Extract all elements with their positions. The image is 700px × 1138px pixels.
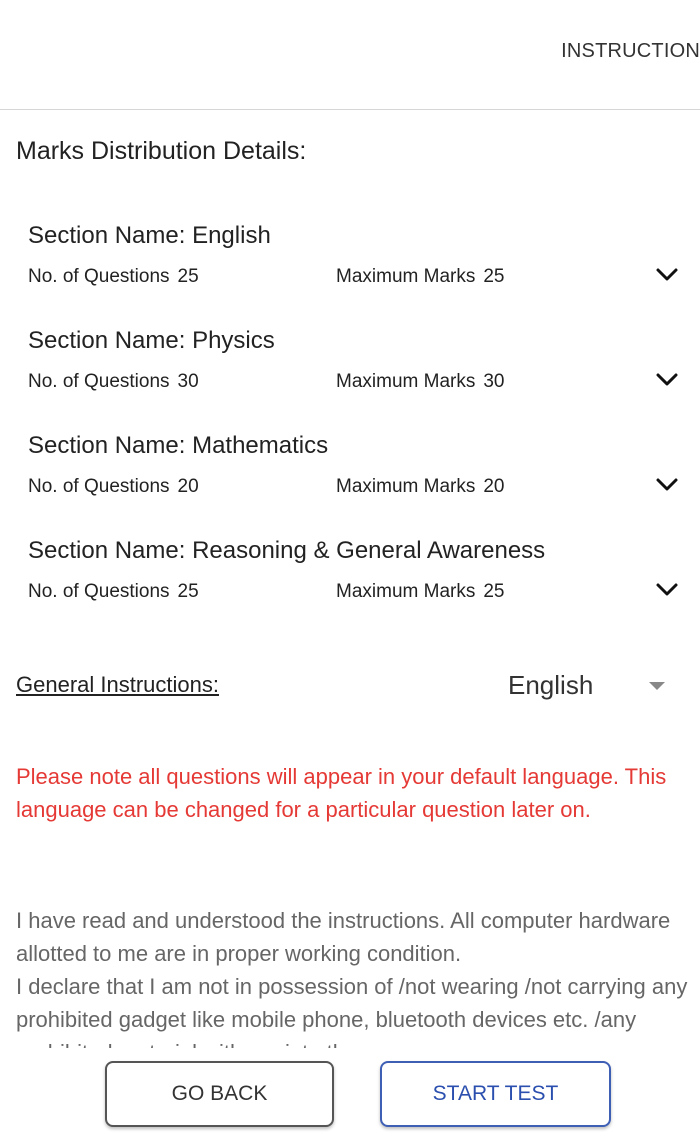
go-back-button[interactable]: GO BACK <box>105 1061 334 1127</box>
maximum-marks: Maximum Marks 20 <box>336 476 505 497</box>
section-reasoning-general-awareness[interactable] <box>0 537 700 637</box>
marks-distribution-title: Marks Distribution Details: <box>16 137 307 165</box>
chevron-down-icon[interactable] <box>654 577 680 601</box>
declaration-paragraph: I declare that I am not in possession of /not wearing /not carrying any prohibited gadget like mobile phone, bluetooth devices etc. /any <box>16 974 688 1032</box>
questions-count: No. of Questions 30 <box>28 371 199 392</box>
declaration-paragraph: I have read and understood the instructions. All computer hardware allotted to me are in proper working condition. <box>16 908 671 966</box>
general-instructions-label: General Instructions: <box>16 672 219 697</box>
default-language-note: Please note all questions will appear in your default language. This language can be changed for a particular question later on. <box>16 764 667 822</box>
chevron-down-icon[interactable] <box>654 472 680 496</box>
tab-instruction[interactable]: INSTRUCTION <box>561 40 700 62</box>
language-value: English <box>508 670 594 700</box>
section-name: Section Name: English <box>28 222 271 249</box>
section-name: Section Name: Mathematics <box>28 432 329 459</box>
section-english[interactable] <box>0 222 700 322</box>
start-test-button[interactable]: START TEST <box>380 1061 611 1127</box>
footer-actions <box>0 1048 700 1138</box>
chevron-down-icon[interactable] <box>654 367 680 391</box>
section-name: Section Name: Physics <box>28 327 275 354</box>
maximum-marks: Maximum Marks 25 <box>336 266 505 287</box>
top-app-bar <box>0 0 700 110</box>
questions-count: No. of Questions 25 <box>28 581 199 602</box>
questions-count: No. of Questions 20 <box>28 476 199 497</box>
declaration-scroll-area[interactable] <box>0 900 700 1048</box>
chevron-down-icon[interactable] <box>654 262 680 286</box>
caret-down-icon <box>649 682 665 690</box>
section-physics[interactable] <box>0 327 700 427</box>
questions-count: No. of Questions 25 <box>28 266 199 287</box>
maximum-marks: Maximum Marks 25 <box>336 581 505 602</box>
general-instructions-row <box>0 668 700 708</box>
section-name: Section Name: Reasoning & General Awareness <box>28 537 546 564</box>
language-select[interactable] <box>508 668 678 706</box>
declaration-text <box>16 904 700 1069</box>
section-mathematics[interactable] <box>0 432 700 532</box>
maximum-marks: Maximum Marks 30 <box>336 371 505 392</box>
